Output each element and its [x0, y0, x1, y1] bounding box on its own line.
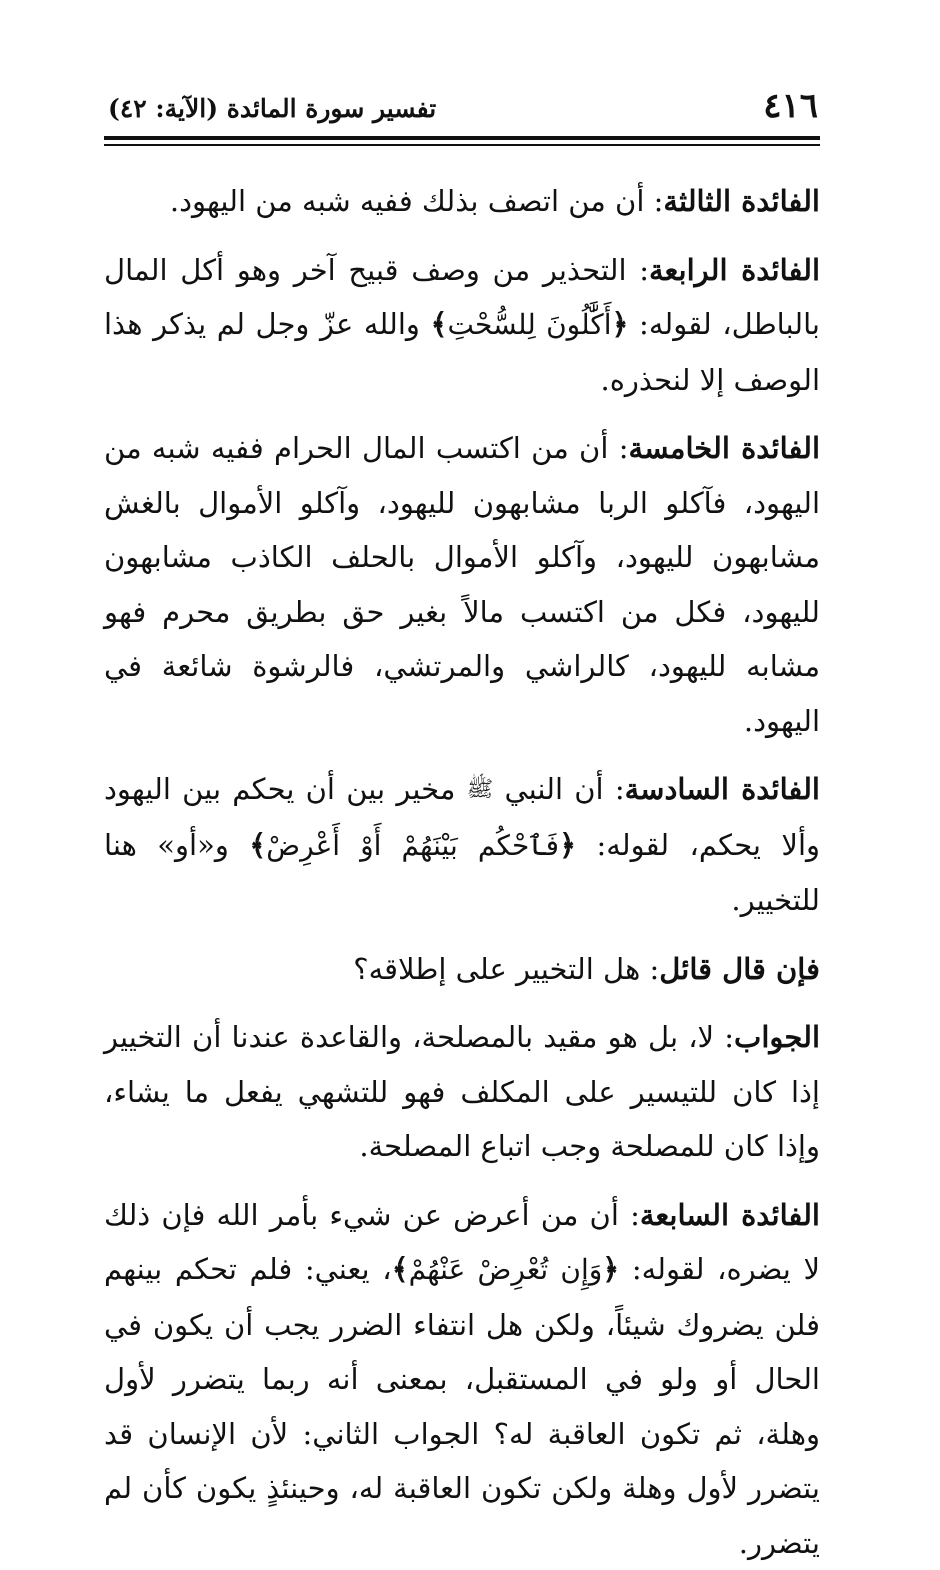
page-number: ٤١٦ [763, 86, 818, 126]
paragraph-question [104, 942, 820, 997]
paragraph-text: : أن من اتصف بذلك ففيه شبه من اليهود. [170, 184, 664, 218]
header-rule-thin [104, 144, 820, 146]
paragraph-benefit-6 [104, 762, 820, 928]
quran-bracket-open: ﴿ [611, 307, 628, 341]
paragraph-text: : التحذير من وصف قبيح آخر وهو أكل المال بالباطل، لقوله: [104, 253, 820, 342]
paragraph-benefit-7 [104, 1188, 820, 1570]
paragraph-lead: الفائدة السابعة [640, 1198, 820, 1232]
paragraph-text: : هل التخيير على إطلاقه؟ [353, 952, 659, 986]
paragraph-answer [104, 1010, 820, 1174]
paragraph-lead: الجواب [734, 1020, 820, 1054]
paragraph-text: : لا، بل هو مقيد بالمصلحة، والقاعدة عندنا أن التخيير إذا كان للتيسير على المكلف فهو للتشهي يفعل ما يشاء، وإذا كان للمصلحة وجب اتباع المصلحة. [104, 1020, 820, 1163]
paragraph-benefit-4 [104, 243, 820, 408]
honorific-glyph: ﷺ [467, 777, 494, 802]
paragraph-lead: الفائدة الخامسة [629, 431, 821, 465]
paragraph-text: : أن النبي [493, 772, 624, 806]
header-rule-thick [104, 136, 820, 140]
body-text [104, 174, 820, 1570]
quran-quote: وَإِن تُعْرِضْ عَنْهُمْ [409, 1253, 603, 1286]
paragraph-text: و«أو» هنا للتخيير. [104, 828, 820, 918]
quran-bracket-close: ﴾ [392, 1252, 409, 1286]
paragraph-text: مخير بين أن يحكم بين اليهود وألا يحكم، لقوله: [104, 772, 820, 862]
paragraph-benefit-3 [104, 174, 820, 229]
quran-bracket-open: ﴿ [602, 1252, 619, 1286]
paragraph-text: : أن من اكتسب المال الحرام ففيه شبه من اليهود، فآكلو الربا مشابهون لليهود، وآكلو الأموال بالغش مشابهون لليهود، وآكلو الأموال بالحلف الكاذب مشابهون لليهود، فكل من اكتسب مالاً بغير حق بطريق محرم فهو مشابه لليهود، كالراشي والمرتشي، فالرشوة شائعة في اليهود. [104, 431, 820, 738]
header-title: تفسير سورة المائدة (الآية: ٤٢) [108, 92, 436, 126]
quran-quote: فَٱحْكُم بَيْنَهُمْ أَوْ أَعْرِضْ [266, 829, 559, 862]
paragraph-lead: الفائدة الرابعة [649, 253, 820, 287]
paragraph-lead: الفائدة السادسة [625, 772, 820, 806]
quran-bracket-open: ﴿ [559, 828, 576, 862]
paragraph-text: ، يعني: فلم تحكم بينهم فلن يضروك شيئاً، ولكن هل انتفاء الضرر يجب أن يكون في الحال أو ولو في المستقبل، بمعنى أنه ربما يتضرر لأول وهلة، ثم تكون العاقبة له؟ الجواب الثاني: لأن الإنسان قد يتضرر لأول وهلة ولكن تكون العاقبة له، وحينئذٍ يكون كأن لم يتضرر. [104, 1252, 820, 1560]
quran-bracket-close: ﴾ [430, 307, 447, 341]
paragraph-lead: فإن قال قائل [659, 952, 820, 986]
paragraph-lead: الفائدة الثالثة [663, 184, 820, 218]
book-page [104, 84, 820, 1344]
quran-quote: أَكَّٰلُونَ لِلسُّحْتِ [447, 308, 611, 341]
running-header [104, 84, 820, 136]
paragraph-text: : أن من أعرض عن شيء بأمر الله فإن ذلك لا يضره، لقوله: [104, 1198, 820, 1287]
paragraph-text: والله عزّ وجل لم يذكر هذا الوصف إلا لنحذره. [104, 307, 820, 397]
quran-bracket-close: ﴾ [249, 828, 266, 862]
paragraph-benefit-5 [104, 421, 820, 748]
